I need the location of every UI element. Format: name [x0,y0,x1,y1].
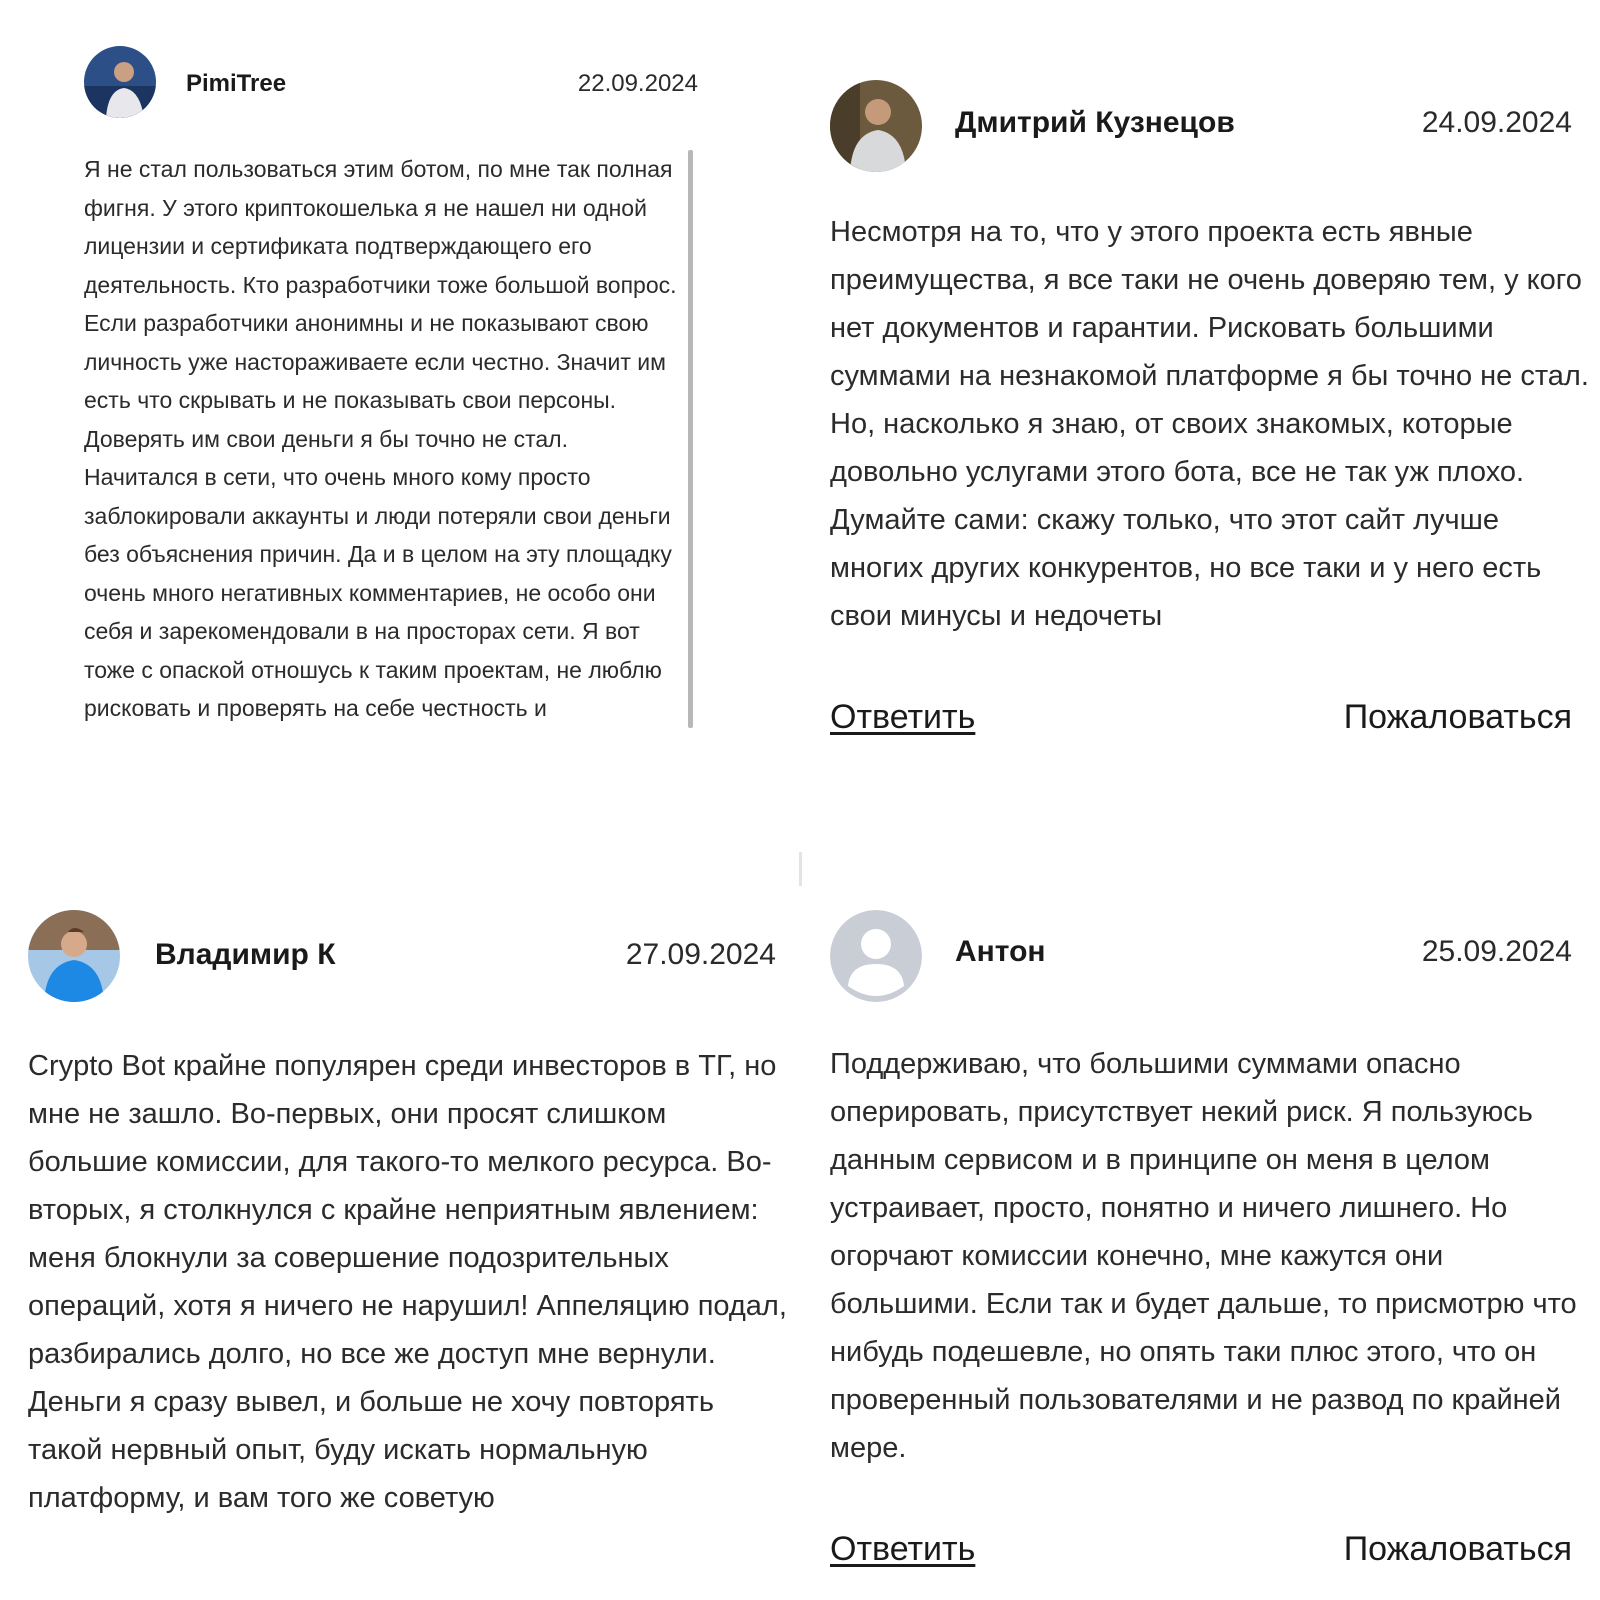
review-date: 25.09.2024 [1421,935,1572,968]
default-user-avatar-icon[interactable] [830,910,922,1002]
author-name[interactable]: Антон [955,935,1046,968]
author-name[interactable]: PimiTree [186,70,287,97]
avatar[interactable] [830,80,922,172]
reply-link[interactable]: Ответить [830,1530,976,1568]
review-card [0,800,800,1600]
review-text: Crypto Bot крайне популярен среди инвесторов в ТГ, но мне не зашло. Во-первых, они просят слишком большие комиссии, для такого-то мелкого ресурса. Во-вторых, я столкнулся с крайне неприятным явлением: меня блокнули за совершение подозрительных операций, хотя я ничего не нарушил! Аппеляцию подал, разбирались долго, но все же доступ мне вернули. Деньги я сразу вывел, и больше не хочу повторять такой нервный опыт, буду искать нормальную платформу, и вам того же советую [28,1050,787,1514]
review-date: 24.09.2024 [1421,106,1572,139]
avatar[interactable] [28,910,120,1002]
reply-link[interactable]: Ответить [830,698,976,736]
author-name[interactable]: Дмитрий Кузнецов [955,106,1235,139]
review-card [800,800,1600,1600]
review-text: Я не стал пользоваться этим ботом, по мне так полная фигня. У этого криптокошелька я не нашел ни одной лицензии и сертификата подтверждающего его деятельность. Кто разработчики тоже большой вопрос. Если разработчики анонимны и не показывают свою личность уже настораживаете если честно. Значит им есть что скрывать и не показывать свои персоны. Доверять им свои деньги я бы точно не стал. Начитался в сети, что очень много кому просто заблокировали аккаунты и люди потеряли свои деньги без объяснения причин. Да и в целом на эту площадку очень много негативных комментариев, не особо они себя и зарекомендовали в на просторах сети. Я вот тоже с опаской отношусь к таким проектам, не люблю рисковать и проверять на себе честность и [84,156,677,721]
avatar[interactable] [84,46,156,118]
review-card [0,0,790,800]
review-text: Поддерживаю, что большими суммами опасно оперировать, присутствует некий риск. Я пользуюсь данным сервисом и в принципе он меня в целом устраивает, просто, понятно и ничего лишнего. Но огорчают комиссии конечно, мне кажутся они большими. Если так и будет дальше, то присмотрю что нибудь подешевле, но опять таки плюс этого, что он проверенный пользователями и не развод по крайней мере. [830,1048,1577,1464]
review-card [800,0,1600,800]
author-name[interactable]: Владимир К [155,938,336,971]
review-date: 22.09.2024 [577,70,698,97]
review-text: Несмотря на то, что у этого проекта есть явные преимущества, я все таки не очень доверяю тем, у кого нет документов и гарантии. Рисковать большими суммами на незнакомой платформе я бы точно не стал. Но, насколько я знаю, от своих знакомых, которые довольно услугами этого бота, все не так уж плохо. Думайте сами: скажу только, что этот сайт лучше многих других конкурентов, но все таки и у него есть свои минусы и недочеты [830,216,1589,632]
complain-link[interactable]: Пожаловаться [1343,1530,1572,1568]
review-scroll-area[interactable] [84,150,690,796]
complain-link[interactable]: Пожаловаться [1343,698,1572,736]
scrollbar[interactable] [688,150,693,728]
review-date: 27.09.2024 [625,938,776,971]
